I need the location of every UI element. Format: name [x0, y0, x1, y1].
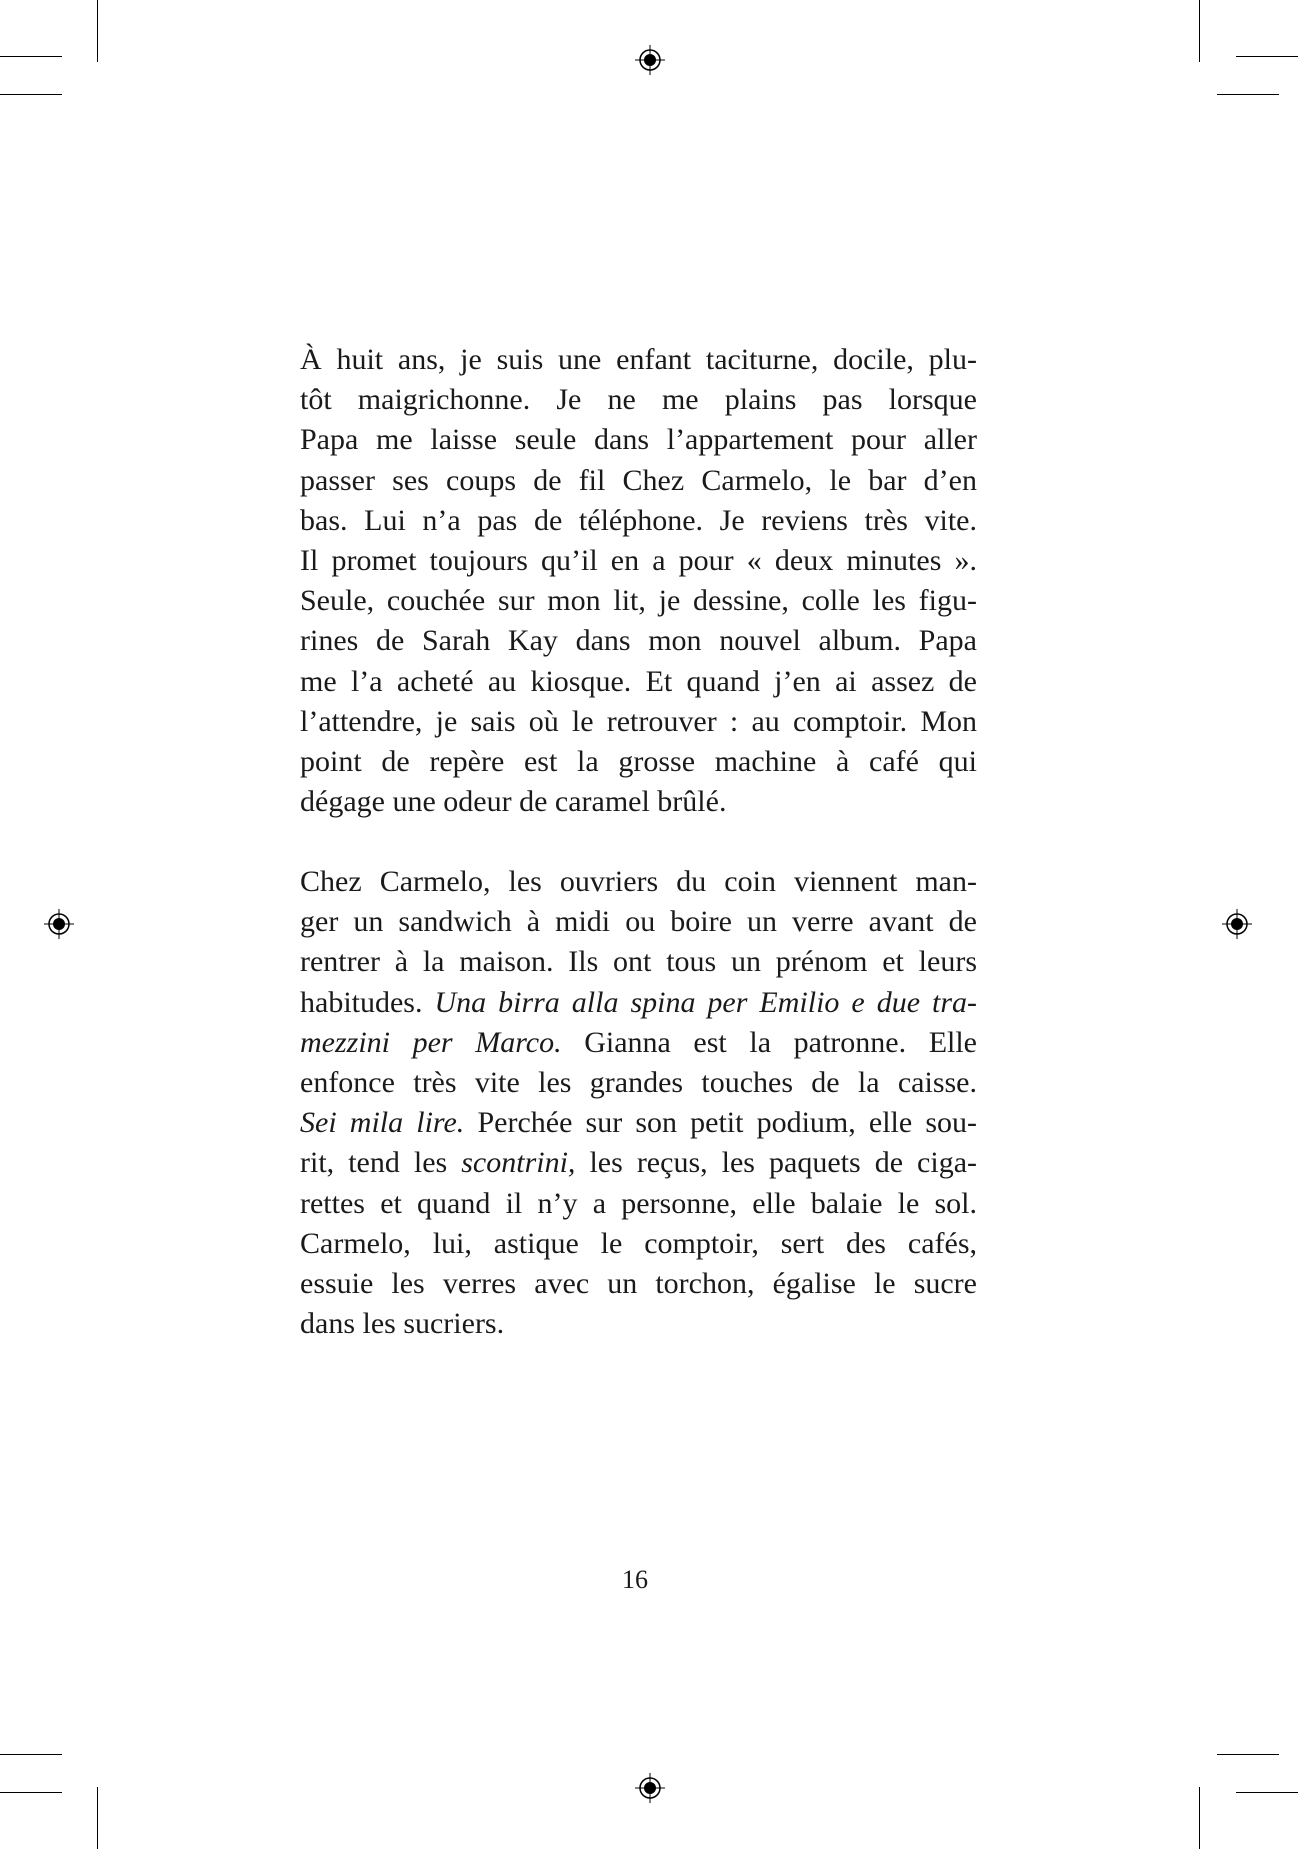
- text-run: les reçus, les paquets de ciga-: [575, 1146, 977, 1180]
- paragraph: [300, 340, 977, 822]
- text-run: À huit ans, je suis une enfant taciturne, docile, plu-: [300, 343, 977, 376]
- text-run: bas. Lui n’a pas de téléphone. Je reviens très vite.: [300, 503, 977, 537]
- italic-text: Sei mila lire.: [300, 1106, 465, 1140]
- text-run: Seule, couchée sur mon lit, je dessine, colle les figu-: [300, 584, 977, 618]
- text-run: ger un sandwich à midi ou boire un verre avant de: [300, 905, 977, 939]
- text-run: tôt maigrichonne. Je ne me plains pas lorsque: [300, 383, 977, 417]
- crop-mark: [1199, 1787, 1200, 1849]
- crop-mark: [1236, 56, 1298, 57]
- crop-mark: [0, 56, 62, 57]
- text-line: [300, 862, 977, 902]
- text-line: [300, 742, 977, 782]
- text-line: [300, 541, 977, 581]
- crop-mark: [1236, 1792, 1298, 1793]
- italic-text: mezzini per Marco.: [300, 1025, 562, 1059]
- registration-mark-icon: [44, 909, 74, 939]
- text-line: [300, 1184, 977, 1224]
- crop-mark: [1217, 94, 1279, 95]
- text-run: rit, tend les: [300, 1146, 462, 1180]
- crop-mark: [0, 94, 62, 95]
- page-number: 16: [622, 1565, 648, 1594]
- text-line: [300, 902, 977, 942]
- text-run: enfonce très vite les grandes touches de la caisse.: [300, 1066, 977, 1100]
- crop-mark: [1217, 1754, 1279, 1755]
- text-run: passer ses coups de fil Chez Carmelo, le bar d’en: [300, 463, 977, 497]
- text-run: dans les sucriers.: [300, 1307, 505, 1341]
- text-run: Chez Carmelo, les ouvriers du coin viennent man-: [300, 865, 977, 898]
- registration-mark-icon: [635, 1773, 665, 1803]
- italic-text: Una birra alla spina per Emilio e due tra-: [434, 985, 977, 1019]
- text-line: [300, 461, 977, 501]
- text-line: [300, 782, 977, 822]
- text-line: [300, 501, 977, 541]
- crop-mark: [97, 1787, 98, 1849]
- text-line: [300, 983, 977, 1023]
- text-run: Carmelo, lui, astique le comptoir, sert des cafés,: [300, 1226, 977, 1260]
- text-line: [300, 662, 977, 702]
- text-run: Papa me laisse seule dans l’appartement pour aller: [300, 423, 977, 457]
- text-line: [300, 1063, 977, 1103]
- text-run: point de repère est la grosse machine à café qui: [300, 745, 977, 779]
- text-run: rentrer à la maison. Ils ont tous un prénom et leurs: [300, 945, 977, 979]
- text-line: [300, 340, 977, 380]
- text-line: [300, 1224, 977, 1264]
- registration-mark-icon: [635, 45, 665, 75]
- text-run: rines de Sarah Kay dans mon nouvel album. Papa: [300, 624, 977, 658]
- text-line: [300, 581, 977, 621]
- text-line: [300, 702, 977, 742]
- text-line: [300, 420, 977, 460]
- text-run: l’attendre, je sais où le retrouver : au comptoir. Mon: [300, 704, 977, 738]
- text-line: [300, 621, 977, 661]
- crop-mark: [97, 0, 98, 62]
- text-run: Il promet toujours qu’il en a pour « deux minutes ».: [300, 544, 977, 578]
- text-line: [300, 1304, 977, 1344]
- text-run: rettes et quand il n’y a personne, elle balaie le sol.: [300, 1186, 977, 1220]
- text-line: [300, 1023, 977, 1063]
- text-line: [300, 1143, 977, 1183]
- text-line: [300, 1103, 977, 1143]
- paragraph: [300, 862, 977, 1344]
- text-run: habitudes.: [300, 985, 435, 1019]
- text-run: dégage une odeur de caramel brûlé.: [300, 785, 727, 819]
- registration-mark-icon: [1222, 909, 1252, 939]
- text-line: [300, 380, 977, 420]
- text-run: Perchée sur son petit podium, elle sou-: [464, 1106, 977, 1140]
- crop-mark: [0, 1792, 62, 1793]
- text-line: [300, 1264, 977, 1304]
- text-run: essuie les verres avec un torchon, égalise le sucre: [300, 1267, 977, 1301]
- italic-text: scontrini,: [461, 1146, 576, 1180]
- text-run: Gianna est la patronne. Elle: [561, 1025, 977, 1059]
- crop-mark: [1199, 0, 1200, 62]
- crop-mark: [0, 1754, 62, 1755]
- text-run: me l’a acheté au kiosque. Et quand j’en ai assez de: [300, 664, 977, 698]
- text-line: [300, 942, 977, 982]
